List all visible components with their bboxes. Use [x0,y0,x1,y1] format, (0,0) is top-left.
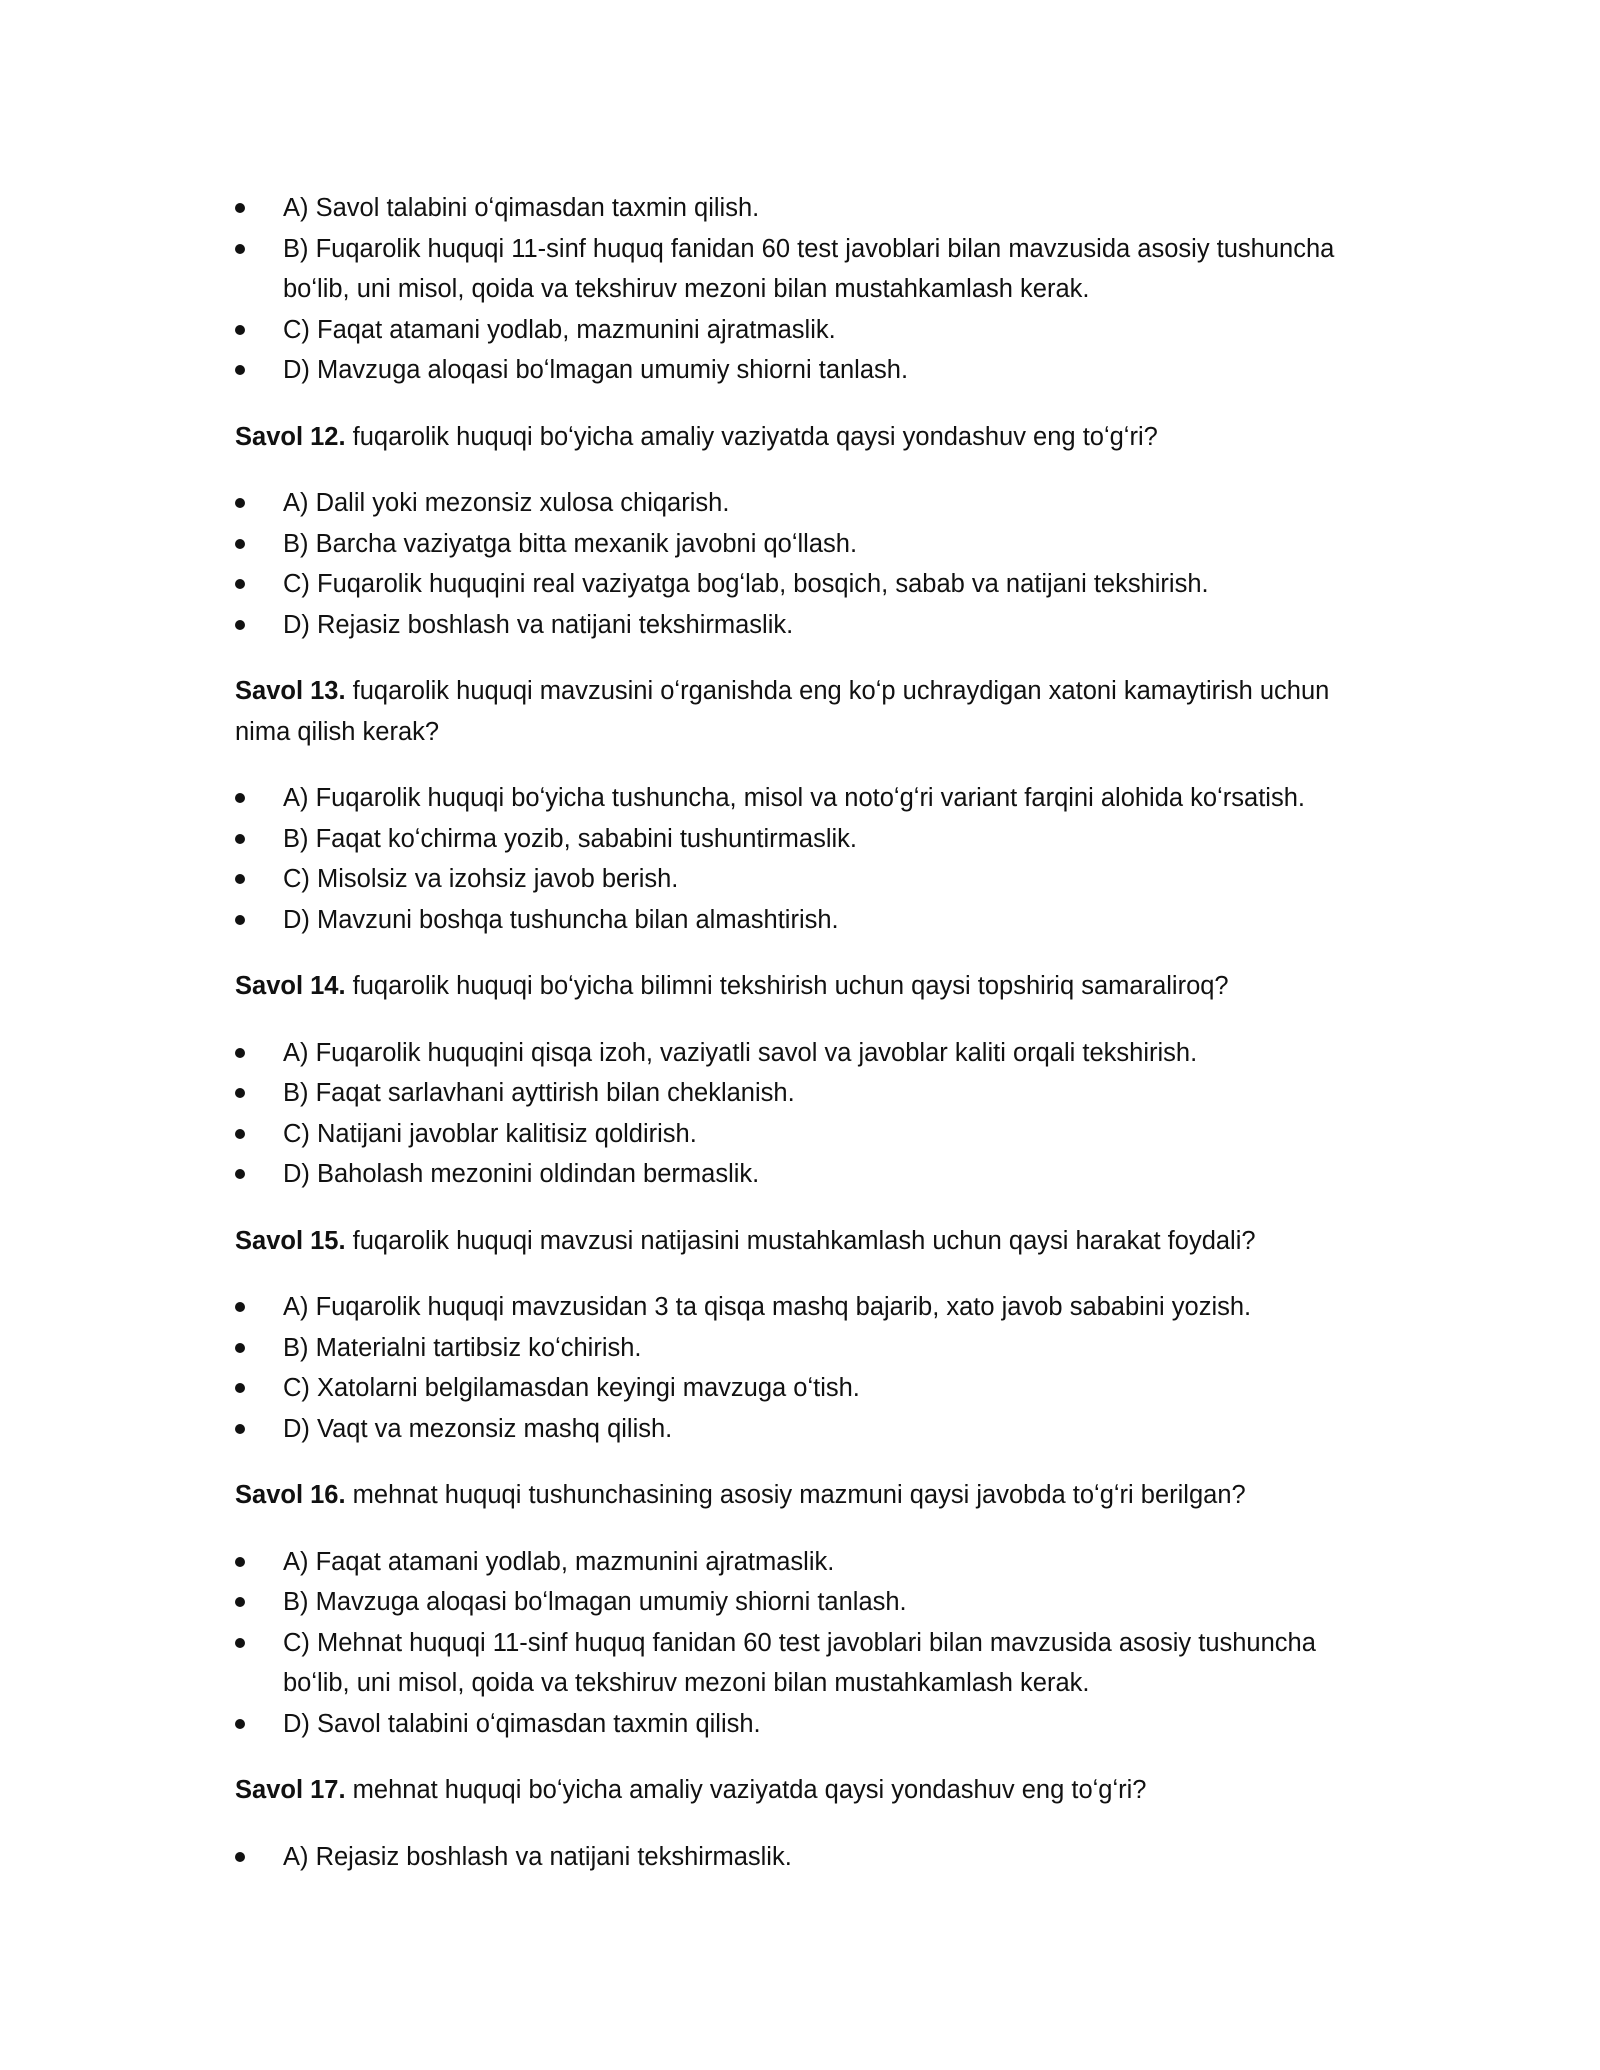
answer-option [235,1328,1375,1369]
question-body: mehnat huquqi tushunchasining asosiy mazmuni qaysi javobda toʻgʻri berilgan? [345,1481,1246,1509]
bullet-icon [235,1852,245,1862]
bullet-icon [235,1169,245,1179]
answer-options-list [235,1542,1375,1745]
answer-options-list [235,483,1375,645]
question-text [235,966,1375,1007]
bullet-icon [235,498,245,508]
answer-option-text: A) Faqat atamani yodlab, mazmunini ajratmaslik. [283,1547,835,1576]
answer-option-text: C) Misolsiz va izohsiz javob berish. [283,865,679,893]
question-text [235,671,1375,752]
bullet-icon [235,1383,245,1393]
answer-option-text: D) Vaqt va mezonsiz mashq qilish. [283,1414,673,1443]
answer-option-text: A) Fuqarolik huquqi boʻyicha tushuncha, misol va notoʻgʻri variant farqini alohida koʻrsatish. [283,784,1305,812]
bullet-icon [235,915,245,925]
bullet-icon [235,793,245,803]
bullet-icon [235,1129,245,1139]
bullet-icon [235,244,245,254]
bullet-icon [235,325,245,335]
answer-option-text: D) Mavzuga aloqasi boʻlmagan umumiy shiorni tanlash. [283,356,909,384]
bullet-icon [235,1557,245,1567]
answer-option [235,483,1375,524]
answer-option [235,1154,1375,1195]
bullet-icon [235,834,245,844]
answer-option-text: C) Xatolarni belgilamasdan keyingi mavzuga oʻtish. [283,1374,860,1402]
question-text [235,1770,1375,1811]
answer-option-text: B) Materialni tartibsiz koʻchirish. [283,1333,642,1362]
answer-option-text: C) Natijani javoblar kalitisiz qoldirish. [283,1119,697,1148]
answer-option-text: D) Mavzuni boshqa tushuncha bilan almashtirish. [283,905,839,934]
answer-option-text: B) Faqat sarlavhani ayttirish bilan cheklanish. [283,1079,795,1107]
question-number: Savol 15. [235,1226,346,1255]
answer-option [235,1409,1375,1450]
answer-options-list [235,778,1375,940]
answer-option [235,1114,1375,1155]
question-body: mehnat huquqi boʻyicha amaliy vaziyatda qaysi yondashuv eng toʻgʻri? [345,1776,1147,1804]
answer-option [235,1368,1375,1409]
question-number: Savol 13. [235,677,346,705]
answer-option [235,564,1375,605]
answer-option [235,350,1375,391]
answer-option-text: A) Fuqarolik huquqini qisqa izoh, vaziyatli savol va javoblar kaliti orqali tekshirish. [283,1038,1198,1067]
answer-option [235,1287,1375,1328]
answer-option-text: B) Barcha vaziyatga bitta mexanik javobni qoʻllash. [283,529,858,558]
question-body: fuqarolik huquqi boʻyicha amaliy vaziyatda qaysi yondashuv eng toʻgʻri? [345,422,1158,451]
question-body: fuqarolik huquqi boʻyicha bilimni tekshirish uchun qaysi topshiriq samaraliroq? [345,972,1229,1000]
question-text [235,417,1375,458]
answer-option-text: C) Fuqarolik huquqini real vaziyatga bogʻlab, bosqich, sabab va natijani tekshirish. [283,570,1209,598]
answer-option-text: B) Mavzuga aloqasi boʻlmagan umumiy shiorni tanlash. [283,1588,907,1616]
bullet-icon [235,203,245,213]
answer-options-list [235,1033,1375,1195]
answer-option [235,1704,1375,1745]
answer-option [235,900,1375,941]
answer-option-text: B) Faqat koʻchirma yozib, sababini tushuntirmaslik. [283,824,857,853]
question-body: fuqarolik huquqi mavzusini oʻrganishda eng koʻp uchraydigan xatoni kamaytirish uchun nima qilish kerak? [235,677,1330,746]
answer-option [235,1623,1375,1704]
answer-option-text: C) Mehnat huquqi 11-sinf huquq fanidan 60 test javoblari bilan mavzusida asosiy tushuncha boʻlib, uni misol, qoida va tekshiruv mezoni bilan mustahkamlash kerak. [283,1628,1316,1697]
answer-option [235,229,1375,310]
answer-option [235,859,1375,900]
answer-option-text: A) Dalil yoki mezonsiz xulosa chiqarish. [283,489,730,517]
bullet-icon [235,1424,245,1434]
bullet-icon [235,365,245,375]
bullet-icon [235,1638,245,1648]
answer-option-text: A) Rejasiz boshlash va natijani tekshirmaslik. [283,1842,792,1871]
bullet-icon [235,1719,245,1729]
bullet-icon [235,874,245,884]
bullet-icon [235,1088,245,1098]
bullet-icon [235,1302,245,1312]
answer-option-text: D) Baholash mezonini oldindan bermaslik. [283,1160,760,1188]
question-text [235,1221,1375,1262]
bullet-icon [235,1048,245,1058]
bullet-icon [235,1343,245,1353]
answer-option [235,1033,1375,1074]
answer-option-text: A) Fuqarolik huquqi mavzusidan 3 ta qisqa mashq bajarib, xato javob sababini yozish. [283,1293,1252,1321]
answer-option [235,778,1375,819]
bullet-icon [235,620,245,630]
question-body: fuqarolik huquqi mavzusi natijasini mustahkamlash uchun qaysi harakat foydali? [345,1226,1256,1255]
question-number: Savol 14. [235,972,346,1000]
answer-option-text: B) Fuqarolik huquqi 11-sinf huquq fanidan 60 test javoblari bilan mavzusida asosiy tushuncha boʻlib, uni misol, qoida va tekshiruv mezoni bilan mustahkamlash kerak. [283,234,1335,303]
answer-options-list [235,1837,1375,1878]
question-number: Savol 17. [235,1776,346,1804]
bullet-icon [235,539,245,549]
document-page [235,188,1375,1877]
answer-options-list [235,1287,1375,1449]
answer-option-text: D) Rejasiz boshlash va natijani tekshirmaslik. [283,610,794,639]
answer-options-list [235,188,1375,391]
bullet-icon [235,1597,245,1607]
answer-option [235,1837,1375,1878]
answer-option-text: A) Savol talabini oʻqimasdan taxmin qilish. [283,194,760,222]
question-number: Savol 16. [235,1481,346,1509]
answer-option [235,1582,1375,1623]
answer-option-text: D) Savol talabini oʻqimasdan taxmin qilish. [283,1709,761,1738]
answer-option [235,1073,1375,1114]
question-number: Savol 12. [235,422,346,451]
bullet-icon [235,579,245,589]
answer-option [235,1542,1375,1583]
answer-option [235,188,1375,229]
answer-option [235,819,1375,860]
question-text [235,1475,1375,1516]
answer-option [235,310,1375,351]
answer-option [235,524,1375,565]
answer-option-text: C) Faqat atamani yodlab, mazmunini ajratmaslik. [283,315,836,344]
answer-option [235,605,1375,646]
